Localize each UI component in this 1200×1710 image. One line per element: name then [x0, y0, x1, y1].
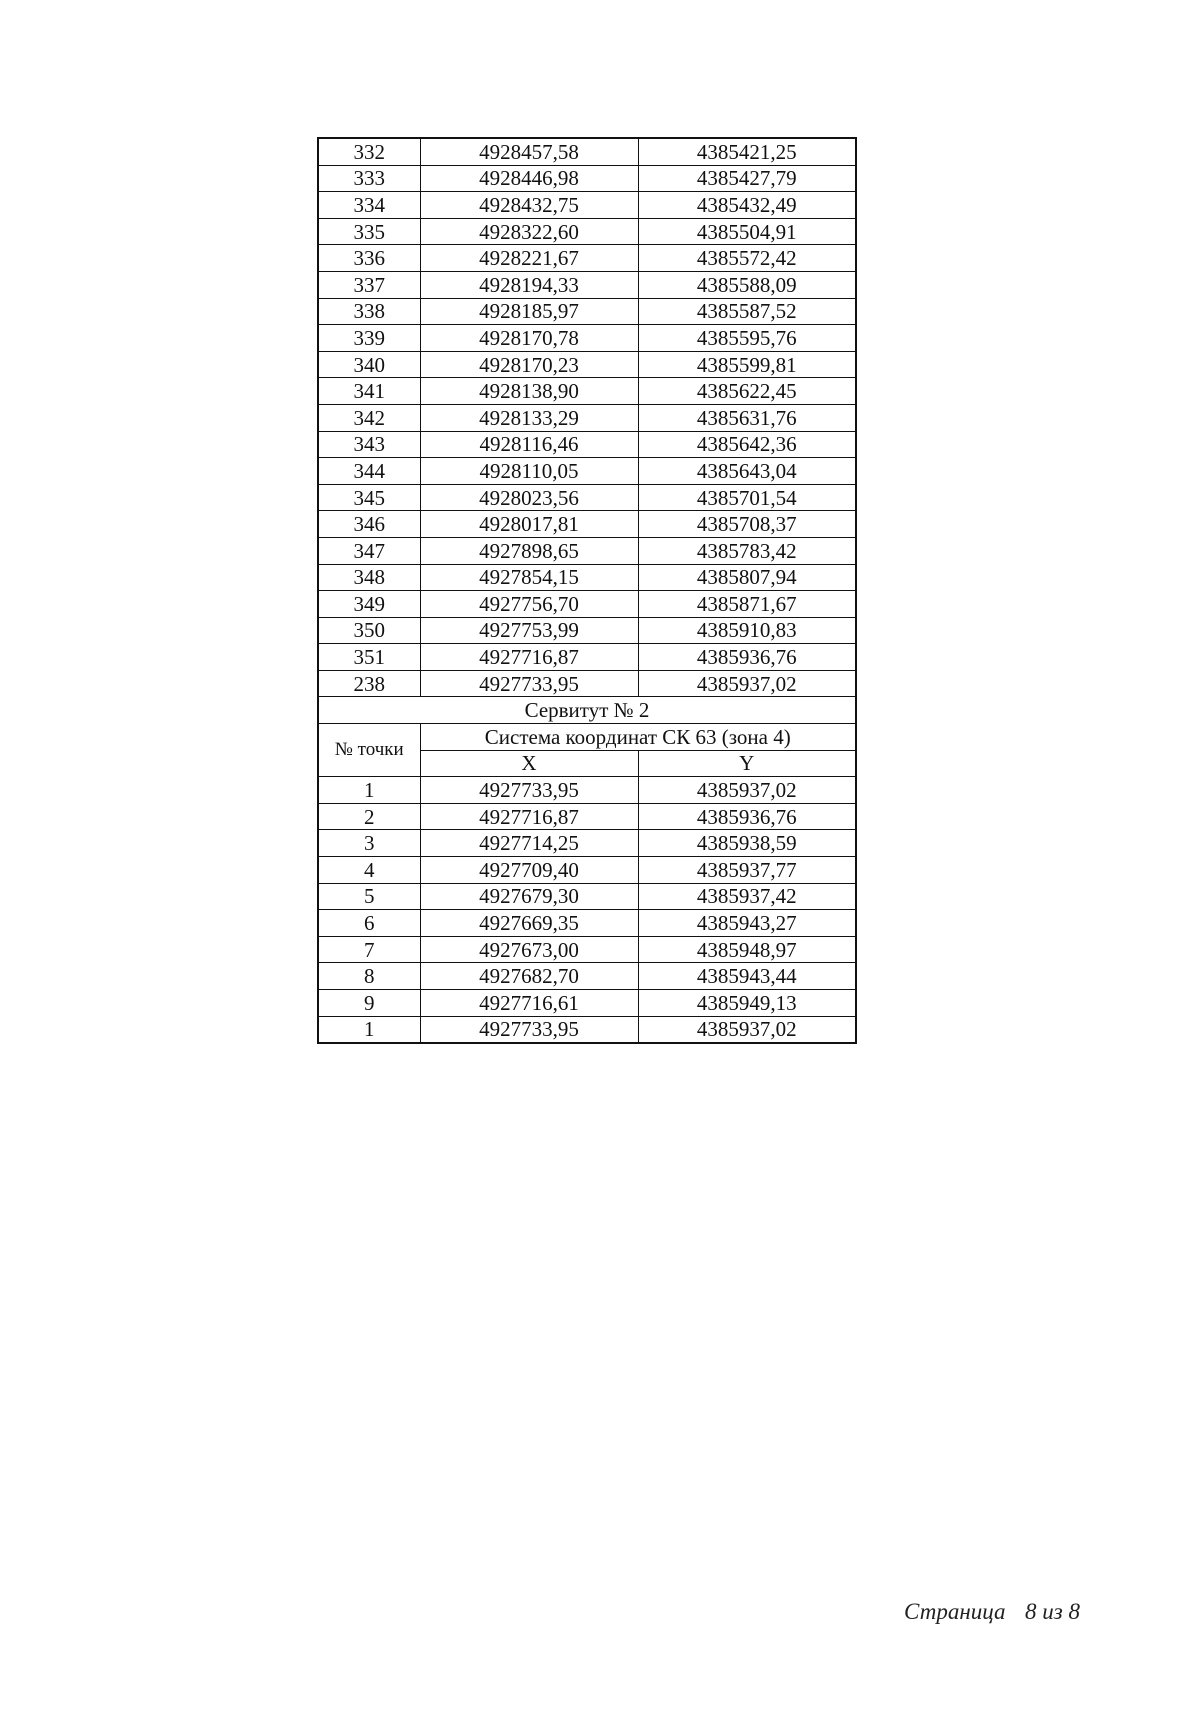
- table-row: [318, 803, 856, 830]
- x-coordinate-cell: 4928116,46: [420, 431, 638, 458]
- x-coordinate-cell: 4927733,95: [420, 670, 638, 697]
- x-coordinate-cell: 4928138,90: [420, 378, 638, 405]
- y-coordinate-cell: 4385572,42: [638, 245, 856, 272]
- point-number-cell: 6: [318, 910, 420, 937]
- table-row: [318, 404, 856, 431]
- page-footer: [904, 1599, 1080, 1625]
- point-number-cell: 348: [318, 564, 420, 591]
- table-row: [318, 591, 856, 618]
- x-coordinate-cell: 4928170,23: [420, 351, 638, 378]
- y-header: Y: [638, 750, 856, 777]
- table-row: [318, 830, 856, 857]
- point-number-cell: 9: [318, 990, 420, 1017]
- header-row-system: [318, 724, 856, 751]
- point-number-cell: 346: [318, 511, 420, 538]
- y-coordinate-cell: 4385943,44: [638, 963, 856, 990]
- x-coordinate-cell: 4927733,95: [420, 777, 638, 804]
- table-row: [318, 910, 856, 937]
- page-current: 8: [1025, 1599, 1037, 1624]
- y-coordinate-cell: 4385949,13: [638, 990, 856, 1017]
- point-number-cell: 333: [318, 165, 420, 192]
- point-number-cell: 332: [318, 138, 420, 165]
- x-coordinate-cell: 4927753,99: [420, 617, 638, 644]
- point-number-cell: 347: [318, 537, 420, 564]
- x-coordinate-cell: 4928170,78: [420, 325, 638, 352]
- x-coordinate-cell: 4927716,87: [420, 803, 638, 830]
- x-coordinate-cell: 4927898,65: [420, 537, 638, 564]
- x-coordinate-cell: 4927756,70: [420, 591, 638, 618]
- table-row: [318, 245, 856, 272]
- x-coordinate-cell: 4928017,81: [420, 511, 638, 538]
- y-coordinate-cell: 4385427,79: [638, 165, 856, 192]
- table-row: [318, 644, 856, 671]
- point-number-cell: 336: [318, 245, 420, 272]
- point-number-cell: 351: [318, 644, 420, 671]
- x-coordinate-cell: 4927733,95: [420, 1016, 638, 1043]
- table-row: [318, 564, 856, 591]
- table-row: [318, 165, 856, 192]
- y-coordinate-cell: 4385871,67: [638, 591, 856, 618]
- table-header-servitude: [318, 697, 856, 777]
- y-coordinate-cell: 4385943,27: [638, 910, 856, 937]
- x-coordinate-cell: 4927669,35: [420, 910, 638, 937]
- point-number-cell: 3: [318, 830, 420, 857]
- y-coordinate-cell: 4385504,91: [638, 218, 856, 245]
- table-row: [318, 271, 856, 298]
- y-coordinate-cell: 4385622,45: [638, 378, 856, 405]
- point-number-cell: 238: [318, 670, 420, 697]
- point-number-cell: 345: [318, 484, 420, 511]
- x-coordinate-cell: 4927854,15: [420, 564, 638, 591]
- point-number-cell: 344: [318, 458, 420, 485]
- point-number-cell: 337: [318, 271, 420, 298]
- y-coordinate-cell: 4385595,76: [638, 325, 856, 352]
- x-coordinate-cell: 4928185,97: [420, 298, 638, 325]
- table-row: [318, 378, 856, 405]
- page-label: Страница: [904, 1599, 1006, 1624]
- x-coordinate-cell: 4927679,30: [420, 883, 638, 910]
- table-row: [318, 192, 856, 219]
- point-number-cell: 349: [318, 591, 420, 618]
- table-row: [318, 936, 856, 963]
- section-title: Сервитут № 2: [318, 697, 856, 724]
- x-coordinate-cell: 4928110,05: [420, 458, 638, 485]
- point-number-cell: 8: [318, 963, 420, 990]
- y-coordinate-cell: 4385631,76: [638, 404, 856, 431]
- point-number-cell: 5: [318, 883, 420, 910]
- point-number-cell: 343: [318, 431, 420, 458]
- y-coordinate-cell: 4385937,02: [638, 1016, 856, 1043]
- page-of-label: из: [1042, 1599, 1063, 1624]
- point-number-cell: 7: [318, 936, 420, 963]
- x-coordinate-cell: 4927709,40: [420, 857, 638, 884]
- point-number-cell: 338: [318, 298, 420, 325]
- table-row: [318, 351, 856, 378]
- page-total: 8: [1068, 1599, 1080, 1624]
- table-row: [318, 1016, 856, 1043]
- x-coordinate-cell: 4927673,00: [420, 936, 638, 963]
- table-body-part1: [318, 138, 856, 697]
- point-number-cell: 339: [318, 325, 420, 352]
- y-coordinate-cell: 4385783,42: [638, 537, 856, 564]
- y-coordinate-cell: 4385948,97: [638, 936, 856, 963]
- table-row: [318, 777, 856, 804]
- point-number-cell: 350: [318, 617, 420, 644]
- x-coordinate-cell: 4928221,67: [420, 245, 638, 272]
- x-header: X: [420, 750, 638, 777]
- point-number-cell: 340: [318, 351, 420, 378]
- table-row: [318, 990, 856, 1017]
- point-number-cell: 1: [318, 1016, 420, 1043]
- table-body-part2: [318, 777, 856, 1043]
- table-row: [318, 484, 856, 511]
- y-coordinate-cell: 4385936,76: [638, 803, 856, 830]
- point-number-cell: 342: [318, 404, 420, 431]
- y-coordinate-cell: 4385643,04: [638, 458, 856, 485]
- table-row: [318, 458, 856, 485]
- point-number-cell: 2: [318, 803, 420, 830]
- section-title-row: [318, 697, 856, 724]
- y-coordinate-cell: 4385587,52: [638, 298, 856, 325]
- y-coordinate-cell: 4385432,49: [638, 192, 856, 219]
- y-coordinate-cell: 4385937,77: [638, 857, 856, 884]
- table-row: [318, 325, 856, 352]
- x-coordinate-cell: 4928432,75: [420, 192, 638, 219]
- point-number-cell: 334: [318, 192, 420, 219]
- table-row: [318, 883, 856, 910]
- point-number-cell: 335: [318, 218, 420, 245]
- y-coordinate-cell: 4385599,81: [638, 351, 856, 378]
- x-coordinate-cell: 4928194,33: [420, 271, 638, 298]
- table-row: [318, 138, 856, 165]
- x-coordinate-cell: 4928322,60: [420, 218, 638, 245]
- y-coordinate-cell: 4385937,42: [638, 883, 856, 910]
- x-coordinate-cell: 4928457,58: [420, 138, 638, 165]
- y-coordinate-cell: 4385421,25: [638, 138, 856, 165]
- y-coordinate-cell: 4385936,76: [638, 644, 856, 671]
- x-coordinate-cell: 4927716,61: [420, 990, 638, 1017]
- y-coordinate-cell: 4385937,02: [638, 777, 856, 804]
- table-row: [318, 537, 856, 564]
- x-coordinate-cell: 4928133,29: [420, 404, 638, 431]
- x-coordinate-cell: 4927714,25: [420, 830, 638, 857]
- coordinates-table: [317, 137, 857, 1044]
- point-number-cell: 341: [318, 378, 420, 405]
- x-coordinate-cell: 4928446,98: [420, 165, 638, 192]
- y-coordinate-cell: 4385708,37: [638, 511, 856, 538]
- table-row: [318, 431, 856, 458]
- table-row: [318, 963, 856, 990]
- x-coordinate-cell: 4927682,70: [420, 963, 638, 990]
- y-coordinate-cell: 4385642,36: [638, 431, 856, 458]
- point-number-cell: 1: [318, 777, 420, 804]
- point-number-header: № точки: [318, 724, 420, 777]
- point-number-cell: 4: [318, 857, 420, 884]
- y-coordinate-cell: 4385938,59: [638, 830, 856, 857]
- table-row: [318, 218, 856, 245]
- y-coordinate-cell: 4385701,54: [638, 484, 856, 511]
- table-row: [318, 511, 856, 538]
- y-coordinate-cell: 4385937,02: [638, 670, 856, 697]
- table-row: [318, 298, 856, 325]
- y-coordinate-cell: 4385807,94: [638, 564, 856, 591]
- table-row: [318, 857, 856, 884]
- table-row: [318, 670, 856, 697]
- x-coordinate-cell: 4928023,56: [420, 484, 638, 511]
- table-row: [318, 617, 856, 644]
- coordinate-system-header: Система координат СК 63 (зона 4): [420, 724, 856, 751]
- y-coordinate-cell: 4385910,83: [638, 617, 856, 644]
- x-coordinate-cell: 4927716,87: [420, 644, 638, 671]
- y-coordinate-cell: 4385588,09: [638, 271, 856, 298]
